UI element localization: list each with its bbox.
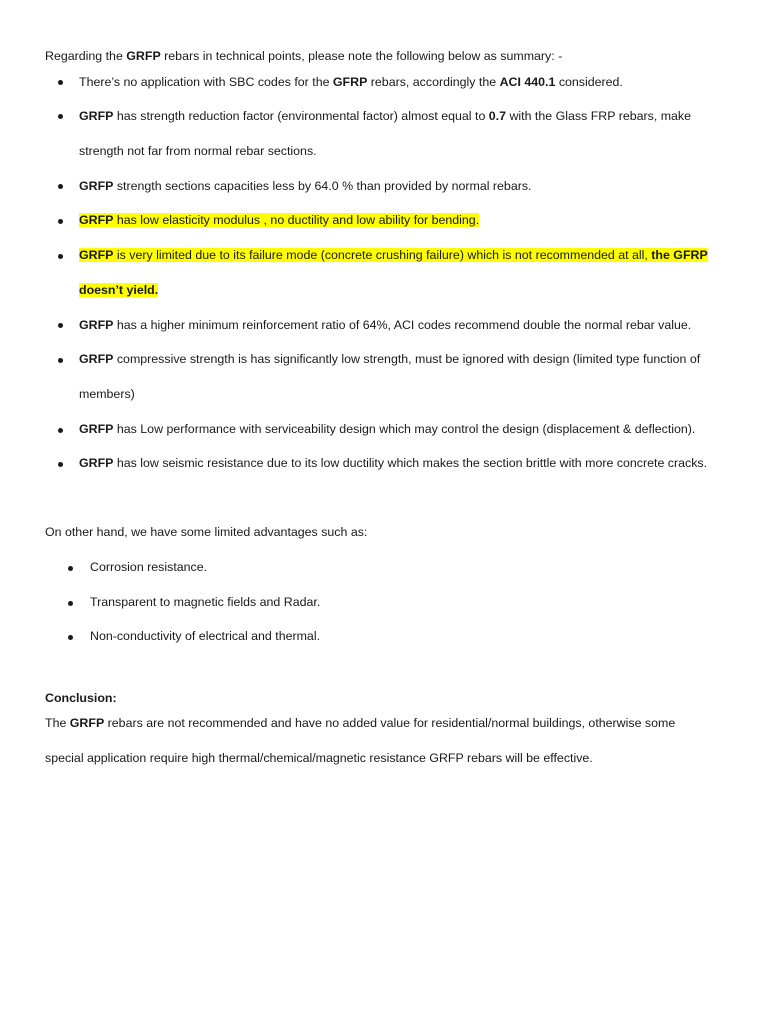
bullet-icon xyxy=(58,184,63,189)
highlight: GRFP has low elasticity modulus , no ductility and low ability for bending. xyxy=(79,213,480,227)
conclusion-continuation: special application require high thermal/chemical/magnetic resistance GRFP rebars will be effective. xyxy=(45,751,593,765)
list-item: GRFP has low seismic resistance due to its low ductility which makes the section brittle with more concrete cracks. xyxy=(79,456,708,470)
list-item-continuation: strength not far from normal rebar sections. xyxy=(79,144,317,158)
intro-text-rest: rebars in technical points, please note the following below as summary: - xyxy=(160,49,563,63)
intro-paragraph xyxy=(45,48,562,64)
bullet-icon xyxy=(58,80,63,85)
bullet-icon xyxy=(58,428,63,433)
advantage-item: Transparent to magnetic fields and Radar. xyxy=(90,595,321,609)
highlight: doesn’t yield. xyxy=(79,283,159,297)
bullet-icon xyxy=(68,566,73,571)
bullet-icon xyxy=(58,219,63,224)
bullet-icon xyxy=(58,358,63,363)
list-item-highlighted xyxy=(79,212,479,228)
intro-text: Regarding the xyxy=(45,49,127,63)
list-item: GRFP has strength reduction factor (environmental factor) almost equal to 0.7 with the Glass FRP rebars, make xyxy=(79,109,692,123)
list-item: GRFP compressive strength is has significantly low strength, must be ignored with design (limited type function of xyxy=(79,352,701,366)
advantage-item: Non-conductivity of electrical and thermal. xyxy=(90,629,321,643)
bullet-icon xyxy=(58,462,63,467)
conclusion-paragraph: The GRFP rebars are not recommended and have no added value for residential/normal buildings, otherwise some xyxy=(45,716,676,730)
list-item-continuation xyxy=(79,282,158,298)
bullet-icon xyxy=(68,635,73,640)
advantages-intro: On other hand, we have some limited advantages such as: xyxy=(45,525,368,539)
bullet-icon xyxy=(58,323,63,328)
list-item: There’s no application with SBC codes for the GFRP rebars, accordingly the ACI 440.1 considered. xyxy=(79,75,623,89)
bullet-icon xyxy=(68,601,73,606)
list-item: GRFP strength sections capacities less by 64.0 % than provided by normal rebars. xyxy=(79,179,532,193)
bullet-icon xyxy=(58,254,63,259)
list-item-continuation: members) xyxy=(79,387,135,401)
intro-bold: GRFP xyxy=(126,49,161,63)
highlight: GRFP is very limited due to its failure mode (concrete crushing failure) which is not recommended at all, the GFRP xyxy=(79,248,708,262)
list-item: GRFP has Low performance with serviceability design which may control the design (displacement & deflection). xyxy=(79,422,696,436)
advantage-item: Corrosion resistance. xyxy=(90,560,208,574)
bullet-icon xyxy=(58,114,63,119)
conclusion-heading: Conclusion: xyxy=(45,691,117,705)
list-item-highlighted xyxy=(79,247,708,263)
list-item: GRFP has a higher minimum reinforcement ratio of 64%, ACI codes recommend double the normal rebar value. xyxy=(79,318,692,332)
